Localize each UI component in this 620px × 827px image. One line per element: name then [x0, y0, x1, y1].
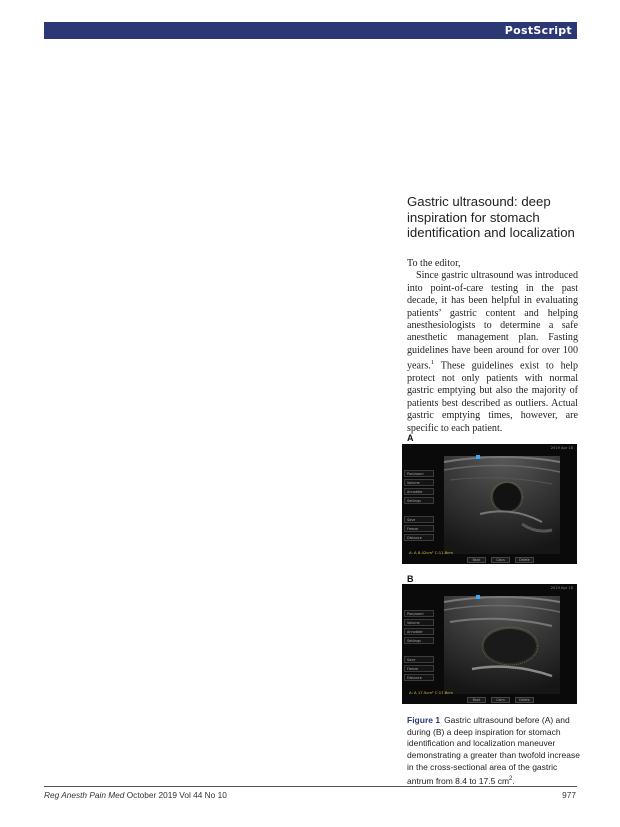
probe-marker-icon [476, 455, 480, 459]
area-measurement: A: A 17.5cm² C:17.8cm [409, 690, 453, 695]
menu-item[interactable]: Volume [404, 479, 434, 486]
salutation: To the editor, [407, 258, 461, 269]
back-button[interactable]: Back [467, 557, 486, 563]
scan-date: 2019 Apr 18 [550, 586, 573, 590]
menu-item[interactable]: Save [404, 656, 434, 663]
ultrasound-image-b [402, 584, 577, 704]
probe-marker-icon [476, 595, 480, 599]
delete-button[interactable]: Delete [515, 697, 534, 703]
panel-label-a: A [407, 433, 414, 443]
article-body [407, 258, 578, 435]
body-paragraph [407, 270, 578, 435]
menu-item[interactable]: Annotate [404, 488, 434, 495]
reference-link[interactable]: 1 [430, 359, 435, 367]
menu-item[interactable]: Freeze [404, 665, 434, 672]
caption-end: . [512, 775, 515, 786]
area-measurement: A: A 8.42cm² C:11.8cm [409, 550, 453, 555]
calcs-button[interactable]: Calcs [491, 557, 510, 563]
menu-item[interactable]: Annotate [404, 628, 434, 635]
ultrasound-image-a [402, 444, 577, 564]
page-number: 977 [562, 790, 576, 800]
figure-label: Figure 1 [407, 715, 441, 725]
journal-issue: October 2019 Vol 44 No 10 [124, 790, 227, 800]
ultrasound-scan-b [402, 584, 577, 704]
scan-date: 2019 Apr 18 [550, 446, 573, 450]
menu-item[interactable]: Save [404, 516, 434, 523]
menu-item[interactable]: Settings [404, 497, 434, 504]
article-title: Gastric ultrasound: deep inspiration for stomach identification and localization [407, 194, 575, 240]
figure-caption [407, 715, 582, 787]
footer-citation [44, 790, 227, 800]
menu-item[interactable]: Pan/zoom [404, 610, 434, 617]
menu-item[interactable]: Pan/zoom [404, 470, 434, 477]
section-header-bar [44, 22, 577, 39]
menu-item[interactable]: Distance [404, 534, 434, 541]
back-button[interactable]: Back [467, 697, 486, 703]
ultrasound-scan-a [402, 444, 577, 564]
calcs-button[interactable]: Calcs [491, 697, 510, 703]
menu-item[interactable]: Settings [404, 637, 434, 644]
panel-label-b: B [407, 574, 414, 584]
journal-name: Reg Anesth Pain Med [44, 790, 125, 800]
footer-rule [44, 786, 577, 787]
delete-button[interactable]: Delete [515, 557, 534, 563]
body-text-part-1: Since gastric ultrasound was introduced into point-of-care testing in the past decade, it has been helpful in evaluating patients’ gastric content and helping anesthesiologists to determine a safe anesthetic management plan. Fasting guidelines have been around for over 100 years. [407, 270, 578, 372]
section-label: PostScript [504, 24, 572, 37]
caption-superscript: 2 [509, 775, 513, 782]
menu-item[interactable]: Distance [404, 674, 434, 681]
caption-text: Gastric ultrasound before (A) and during (B) a deep inspiration for stomach identification and localization maneuver demonstrating a greater than twofold increase in the cross-sectional area of the gastric antrum from 8.4 to 17.5 cm [407, 715, 580, 786]
menu-item[interactable]: Freeze [404, 525, 434, 532]
menu-item[interactable]: Volume [404, 619, 434, 626]
body-text-part-2: These guidelines exist to help protect not only patients with normal gastric emptying but also the majority of patients best described as outliers. Actual gastric emptying times, however, are specific to each patient. [407, 360, 578, 434]
